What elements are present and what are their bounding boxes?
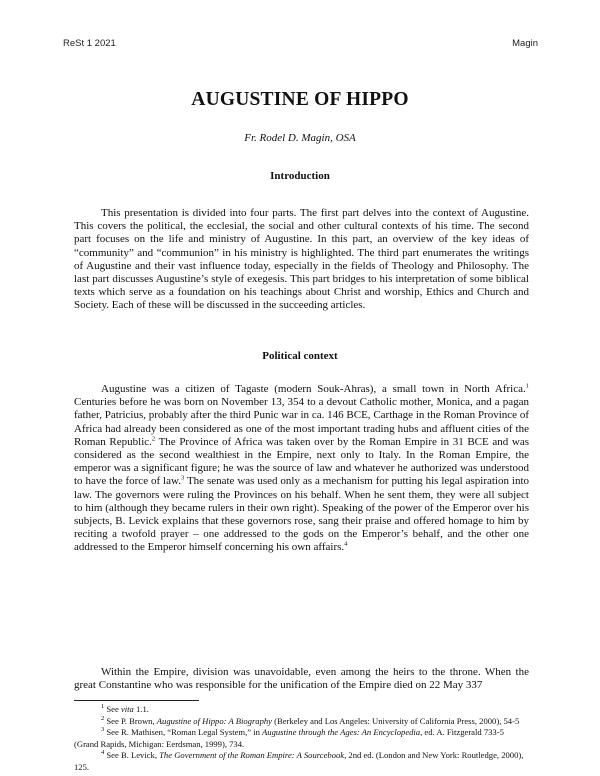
footnote-number: 3 xyxy=(101,726,105,734)
footnote-1 xyxy=(74,704,529,716)
footnote-text: See B. Levick, xyxy=(106,750,160,760)
footnote-title: vita xyxy=(120,704,134,714)
footnote-text: See R. Mathisen, “Roman Legal System,” in xyxy=(106,727,263,737)
section-heading-political-context: Political context xyxy=(262,350,338,362)
division-paragraph: Within the Empire, division was unavoidable, even among the heirs to the throne. When the great Constantine who was responsible for the unification of the Empire died on 22 May 337 xyxy=(74,666,529,692)
footnote-3 xyxy=(74,727,529,750)
paragraph-text: The senate was used only as a mechanism for putting his legal aspiration into law. The governors were ruling the Provinces on his behalf. When he sent them, they were all subject to him (although they became rulers in their own right). Speaking of the power of the Emperor over his subjects, B. Levick explains that these governors rose, sang their praise and offered homage to him by reciting a twofold prayer – one addressed to the gods on the Emperor’s behalf, and the other one addressed to the Emperor himself concerning his own affairs. xyxy=(74,475,529,554)
footnote-text: 2nd ed. (London and New York: Routledge, 2000), 125. xyxy=(74,750,524,772)
paragraph-text: The Province of Africa was taken over by the Roman Empire in 31 BCE and was considered as the second wealthiest in the Empire, next only to Italy. In the Roman Empire, the emperor was a significant figure; he was the source of law and whatever he authorized was understood to have the force of law. xyxy=(74,435,530,488)
footnote-text: See P. Brown, xyxy=(106,715,157,726)
paragraph-text: Augustine was a citizen of Tagaste (modern Souk-Ahras), a small town in North Africa. xyxy=(101,383,526,395)
footnote-2 xyxy=(74,716,529,728)
paragraph-text: Centuries before he was born on November 13, 354 to a devout Catholic mother, Monica, and a pagan father, Patricius, probably after the third Punic war in ca. 146 BCE, Carthage in the Roman Province of Africa had already been considered as one of the most important trading hubs and affluent cities of the Roman Republic. xyxy=(74,396,529,448)
footnote-ref[interactable]: 3 xyxy=(180,474,185,482)
introduction-paragraph: This presentation is divided into four parts. The first part delves into the context of Augustine. This covers the political, the ecclesial, the social and other cultural contexts of his time. The second part focuses on the life and ministry of Augustine. In this part, an overview of the key ideas of “community” and “communion” in his ministry is highlighted. The third part enumerates the writings of Augustine and their vast influence today, especially in the fields of Theology and Philosophy. The last part discusses Augustine’s style of exegesis. This part bridges to his interpretation of some biblical texts which serve as a foundation on his teachings about Christ and worship, Ethics and Church and Society. Each of these will be discussed in the succeeding articles. xyxy=(74,207,529,312)
footnote-title: Augustine of Hippo: A Biography xyxy=(156,715,272,726)
footnote-4 xyxy=(74,750,529,773)
political-context-paragraph xyxy=(74,383,529,555)
footnote-number: 4 xyxy=(101,749,105,757)
footnotes xyxy=(74,704,529,773)
footnote-divider xyxy=(74,700,199,701)
footnote-text: (Berkeley and Los Angeles: University of California Press, 2000), 54-5 xyxy=(272,715,520,726)
footnote-ref[interactable]: 4 xyxy=(344,540,348,548)
footnote-ref[interactable]: 2 xyxy=(151,435,156,443)
footnote-text: 1.1. xyxy=(133,704,149,714)
author-running-label: Magin xyxy=(512,38,538,49)
footnote-ref[interactable]: 1 xyxy=(525,382,529,390)
article-author: Fr. Rodel D. Magin, OSA xyxy=(244,132,356,144)
footnote-text: , ed. A. Fitzgerald 733-5 (Grand Rapids, Michigan: Eerdsman, 1999), 734. xyxy=(74,727,504,749)
article-title: AUGUSTINE OF HIPPO xyxy=(191,89,409,110)
running-header xyxy=(63,38,538,52)
footnote-title: The Government of the Roman Empire: A Sourcebook, xyxy=(159,750,347,760)
footnote-text: See xyxy=(106,704,121,714)
footnote-number: 1 xyxy=(101,703,105,711)
journal-issue-label: ReSt 1 2021 xyxy=(63,38,116,49)
section-heading-introduction: Introduction xyxy=(270,170,330,182)
footnote-number: 2 xyxy=(101,714,105,722)
footnote-title: Augustine through the Ages: An Encyclopedia xyxy=(262,727,421,737)
